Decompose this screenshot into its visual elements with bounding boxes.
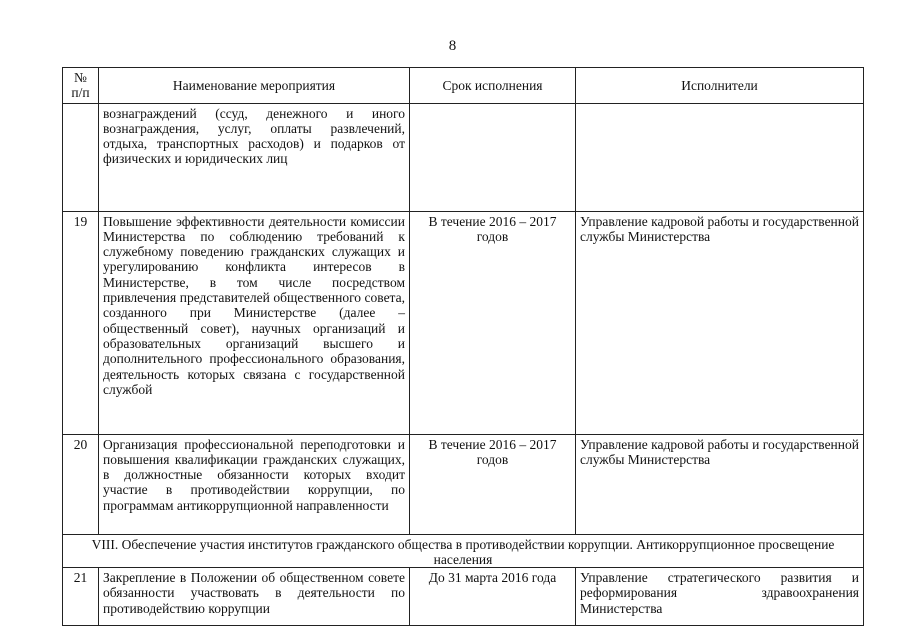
cell-executors: Управление стратегического развития и реформирования здравоохранения Министерства bbox=[576, 568, 864, 626]
cell-num: 20 bbox=[63, 434, 99, 534]
measures-table bbox=[62, 67, 864, 626]
table-header-row bbox=[63, 68, 864, 104]
cell-num bbox=[63, 103, 99, 211]
cell-deadline: До 31 марта 2016 года bbox=[410, 568, 576, 626]
table-row bbox=[63, 434, 864, 534]
cell-name: Закрепление в Положении об общественном совете обязанности участвовать в деятельности по противодействию коррупции bbox=[99, 568, 410, 626]
cell-name: вознаграждений (ссуд, денежного и иного вознаграждения, услуг, оплаты развлечений, отдыха, транспортных расходов) и подарков от физических и юридических лиц bbox=[99, 103, 410, 211]
table-row bbox=[63, 568, 864, 626]
cell-deadline: В течение 2016 – 2017 годов bbox=[410, 211, 576, 434]
cell-name: Повышение эффективности деятельности комиссии Министерства по соблюдению требований к служебному поведению гражданских служащих и урегулированию конфликта интересов в Министерстве, в том числе посредством привлечения представителей общественного совета, созданного при Министерстве (далее – общественный совет), научных организаций и образовательных организаций высшего и дополнительного профессионального образования, деятельность которых связана с государственной службой bbox=[99, 211, 410, 434]
page-number: 8 bbox=[448, 38, 457, 54]
cell-deadline: В течение 2016 – 2017 годов bbox=[410, 434, 576, 534]
header-executors: Исполнители bbox=[576, 68, 864, 104]
cell-name: Организация профессиональной переподготовки и повышения квалификации гражданских служащих, в должностные обязанности которых входит участие в противодействии коррупции, по программам антикоррупционной направленности bbox=[99, 434, 410, 534]
cell-num: 19 bbox=[63, 211, 99, 434]
header-name: Наименование мероприятия bbox=[99, 68, 410, 104]
cell-executors bbox=[576, 103, 864, 211]
section-title: VIII. Обеспечение участия институтов гражданского общества в противодействии коррупции. Антикоррупционное просвещение населения bbox=[63, 534, 864, 568]
header-deadline: Срок исполнения bbox=[410, 68, 576, 104]
section-row bbox=[63, 534, 864, 568]
table-row bbox=[63, 103, 864, 211]
cell-deadline bbox=[410, 103, 576, 211]
cell-executors: Управление кадровой работы и государственной службы Министерства bbox=[576, 434, 864, 534]
cell-executors: Управление кадровой работы и государственной службы Министерства bbox=[576, 211, 864, 434]
cell-num: 21 bbox=[63, 568, 99, 626]
header-num: № п/п bbox=[63, 68, 99, 104]
table-row bbox=[63, 211, 864, 434]
